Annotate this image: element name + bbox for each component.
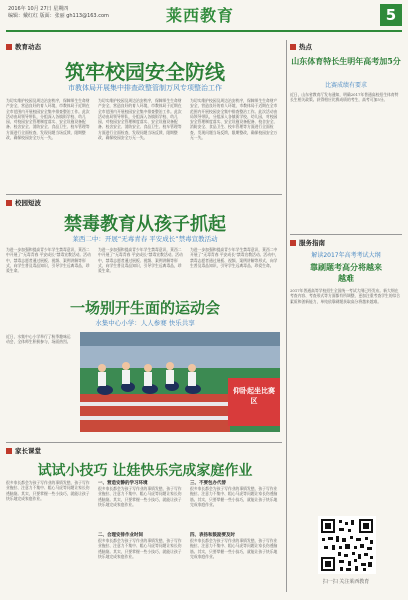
section-label-hot: 热点 [290, 42, 402, 51]
hot-subtitle: 比赛成绩有要求 [324, 82, 367, 89]
drug-article-col1: 为进一步加强和提高青少年学生禁毒意识，莱西二中开展了“无毒青春 平安成长”禁毒宣教活动。活动中，禁毒志愿者通过展板、视频、案例讲解等形式，向学生普及毒品知识，引导学生远离毒品，珍爱生命。 [6, 247, 91, 274]
service-body: 2017年普通高等学校招生全国统一考试大纲已经发布。新大纲在考查内容、考查形式等方面都有所调整，更加注重考查学生的综合素质和创新能力，单纯依靠刷题获取高分将越来越难。 [290, 288, 401, 304]
hot-body: 近日，山东省教育厅发布通知，明确2017年普通高校招生体育特长生相关政策。获得相应比赛成绩的考生，高考可加5分。 [290, 92, 399, 103]
page-number: 5 [380, 4, 402, 26]
section-label-parents: 家长课堂 [6, 446, 41, 455]
bullet-square-icon [6, 44, 12, 50]
homework-col2: 一、营造安静的学习环境 很多家长都会为孩子写作业的事情发愁，孩子写作业拖拉、注意力不集中、粗心马虎等问题让家长伤透脑筋。其实，只要掌握一些小技巧，就能让孩子快乐地完成家庭作业。 二、合理安排作业时间 很多家长都会为孩子写作业的事情发愁，孩子写作业拖拉、注意力不集中、粗心马虎等问题让家长伤透脑筋。其实，只要掌握一些小技巧，就能让孩子快乐地完成家庭作业。 [98, 480, 184, 588]
drug-article-col2: 为进一步加强和提高青少年学生禁毒意识，莱西二中开展了“无毒青春 平安成长”禁毒宣教活动。活动中，禁毒志愿者通过展板、视频、案例讲解等形式，向学生普及毒品知识，引导学生远离毒品，珍爱生命。 [98, 247, 183, 274]
bullet-square-icon [6, 200, 12, 206]
tip-heading: 一、营造安静的学习环境 [98, 481, 148, 486]
qr-caption: 扫一扫 关注莱西教育 [322, 579, 370, 585]
photo-caption: 近日，水集中心小学举行了秋季趣味运动会，全体师生积极参与，场面热烈。 [6, 334, 71, 345]
homework-col1: 很多家长都会为孩子写作业的事情发愁，孩子写作业拖拉、注意力不集中、粗心马虎等问题让家长伤透脑筋。其实，只要掌握一些小技巧，就能让孩子快乐地完成家庭作业。 [6, 480, 90, 501]
section-label-service: 服务指南 [290, 238, 402, 247]
date-line: 2016年 10月 27日 星期四 [8, 6, 69, 12]
article-body-col1: 为切实维护校园及周边治安秩序，保障师生生命财产安全，营造良好的育人环境，市教体局于近期在全市范围内开展校园安全集中排查整治工作。此次活动由局领导带队，分组深入各镇街学校、幼儿园，对校园安全管理制度落实、安全设施设备配备、校舍安全、消防安全、食品卫生、校车管理等方面进行全面检查，发现问题当场反馈，限期整改，确保校园安全万无一失。 [6, 98, 90, 141]
bullet-square-icon [290, 240, 296, 246]
section-label-news: 教育动态 [6, 42, 41, 51]
subhead-campus-safety: 市教体局开展集中排查政整管制万风专项整治工作 [68, 84, 222, 92]
headline-anti-drug: 禁毒教育从孩子抓起 [64, 214, 226, 235]
masthead-meta [8, 6, 109, 20]
section-divider [6, 194, 282, 195]
service-title: 解读2017年高考考试大纲 [311, 252, 381, 259]
headline-sports-meet: 一场别开生面的运动会 [69, 299, 220, 317]
section-divider [290, 234, 402, 235]
bullet-square-icon [6, 448, 12, 454]
section-divider [6, 442, 282, 443]
headline-homework: 试试小技巧 让娃快乐完成家庭作业 [37, 463, 253, 479]
sports-meet-photo [80, 332, 280, 432]
subhead-anti-drug: 莱西二中：开展“无毒青春 平安成长”禁毒宣教活动 [72, 235, 218, 243]
section-label-campus: 校园短波 [6, 198, 41, 207]
article-body-col2: 为切实维护校园及周边治安秩序，保障师生生命财产安全，营造良好的育人环境，市教体局于近期在全市范围内开展校园安全集中排查整治工作。此次活动由局领导带队，分组深入各镇街学校、幼儿园，对校园安全管理制度落实、安全设施设备配备、校舍安全、消防安全、食品卫生、校车管理等方面进行全面检查，发现问题当场反馈，限期整改，确保校园安全万无一失。 [98, 98, 182, 141]
headline-campus-safety: 筑牢校园安全防线 [65, 60, 225, 84]
tip-heading: 二、合理安排作业时间 [98, 533, 143, 538]
homework-col3: 三、不要包办代替 很多家长都会为孩子写作业的事情发愁，孩子写作业拖拉、注意力不集中、粗心马虎等问题让家长伤透脑筋。其实，只要掌握一些小技巧，就能让孩子快乐地完成家庭作业。 四、表扬和鼓励要及时 很多家长都会为孩子写作业的事情发愁，孩子写作业拖拉、注意力不集中、粗心马虎等问题让家长伤透脑筋。其实，只要掌握一些小技巧，就能让孩子快乐地完成家庭作业。 [190, 480, 280, 588]
tip-heading: 四、表扬和鼓励要及时 [190, 533, 235, 538]
qr-code[interactable] [318, 516, 376, 574]
masthead-title: 莱西教育 [166, 6, 235, 25]
masthead [0, 0, 408, 30]
subhead-sports-meet: 水集中心小学：人人参赛 快乐共享 [95, 319, 195, 327]
article-body-col3: 为切实维护校园及周边治安秩序，保障师生生命财产安全，营造良好的育人环境，市教体局于近期在全市范围内开展校园安全集中排查整治工作。此次活动由局领导带队，分组深入各镇街学校、幼儿园，对校园安全管理制度落实、安全设施设备配备、校舍安全、消防安全、食品卫生、校车管理等方面进行全面检查，发现问题当场反馈，限期整改，确保校园安全万无一失。 [190, 98, 278, 141]
editor-line: 编辑：戴红红 版面：张丽 [8, 13, 65, 19]
column-divider [286, 40, 287, 592]
banner-text: 仰卧起坐比赛区 [233, 387, 275, 405]
masthead-rule [6, 30, 402, 32]
email: gh113@163.com [66, 13, 109, 19]
service-headline: 靠刷题考高分将越来越难 [310, 262, 382, 283]
tip-heading: 三、不要包办代替 [190, 481, 226, 486]
drug-article-col3: 为进一步加强和提高青少年学生禁毒意识，莱西二中开展了“无毒青春 平安成长”禁毒宣教活动。活动中，禁毒志愿者通过展板、视频、案例讲解等形式，向学生普及毒品知识，引导学生远离毒品，珍爱生命。 [190, 247, 279, 268]
hot-title: 山东体育特长生明年高考加5分 [291, 56, 401, 66]
bullet-square-icon [290, 44, 296, 50]
